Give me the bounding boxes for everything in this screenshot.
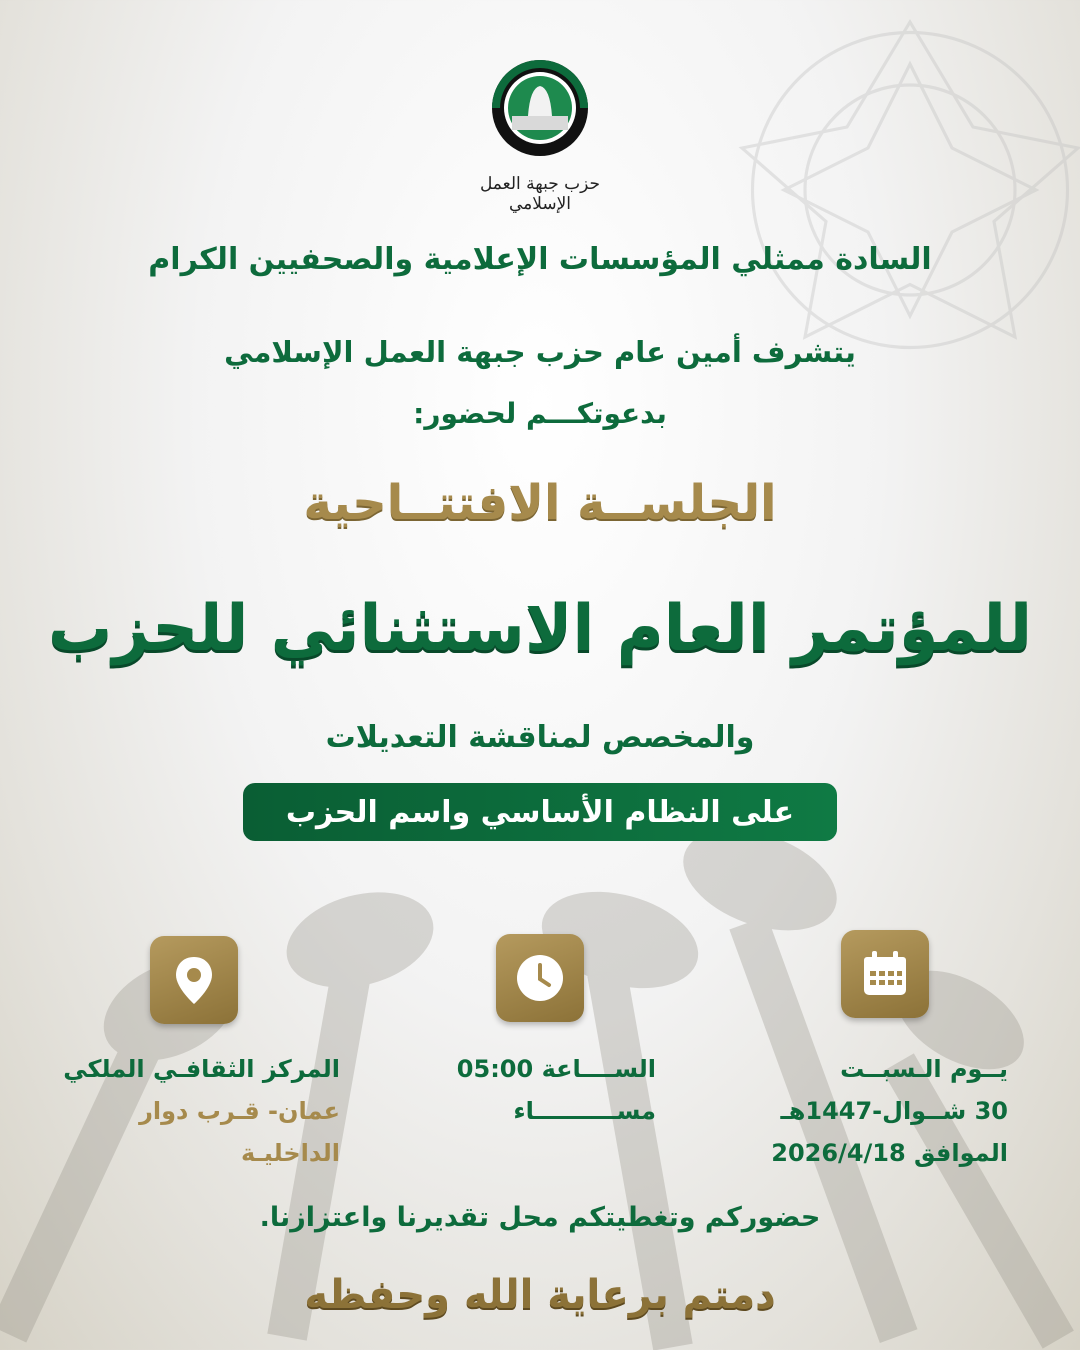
location-pin-icon xyxy=(168,954,220,1006)
calendar-icon xyxy=(859,948,911,1000)
location-icon-box xyxy=(150,936,238,1024)
location-address: عمان- قـرب دوار الداخليـة xyxy=(139,1097,340,1167)
date-hijri: 30 شــوال-1447هـ xyxy=(780,1097,1008,1125)
location-venue: المركز الثقافـي الملكي xyxy=(63,1055,340,1083)
salutation: السادة ممثلي المؤسسات الإعلامية والصحفيين الكرام xyxy=(148,242,932,277)
thanks-line: حضوركم وتغطيتكم محل تقديرنا واعتزازنا. xyxy=(259,1202,821,1233)
date-icon-box xyxy=(841,930,929,1018)
session-title: الجلســة الافتتــاحية xyxy=(303,475,777,531)
date-gregorian xyxy=(730,1132,1008,1174)
date-gregorian-value: 2026/4/18 xyxy=(771,1139,906,1167)
time-value: 05:00 xyxy=(456,1055,534,1083)
time-period: مســــــــــاء xyxy=(513,1097,656,1125)
party-emblem-icon xyxy=(490,58,590,158)
invitation-line-1: يتشرف أمين عام حزب جبهة العمل الإسلامي xyxy=(224,335,856,369)
highlight-banner xyxy=(243,783,837,841)
party-logo-text: حزب جبهة العمل الإسلامي xyxy=(479,174,601,214)
location-info xyxy=(40,1048,340,1174)
highlight-text: على النظام الأساسي واسم الحزب xyxy=(285,794,795,830)
party-logo xyxy=(470,58,610,214)
date-gregorian-label: الموافق xyxy=(914,1139,1008,1167)
time-line xyxy=(400,1048,656,1090)
closing-line: دمتم برعاية الله وحفظه xyxy=(304,1272,776,1318)
clock-icon xyxy=(514,952,566,1004)
time-icon-box xyxy=(496,934,584,1022)
time-info xyxy=(400,1048,656,1132)
conference-title: للمؤتمر العام الاستثنائي للحزب xyxy=(48,592,1032,666)
invitation-line-2: بدعوتكـــم لحضور: xyxy=(413,397,667,430)
time-label: الســــاعة xyxy=(541,1055,656,1083)
date-day: يــوم الـسبــت xyxy=(840,1055,1008,1083)
date-info xyxy=(730,1048,1008,1174)
conference-subtitle: والمخصص لمناقشة التعديلات xyxy=(325,720,755,755)
